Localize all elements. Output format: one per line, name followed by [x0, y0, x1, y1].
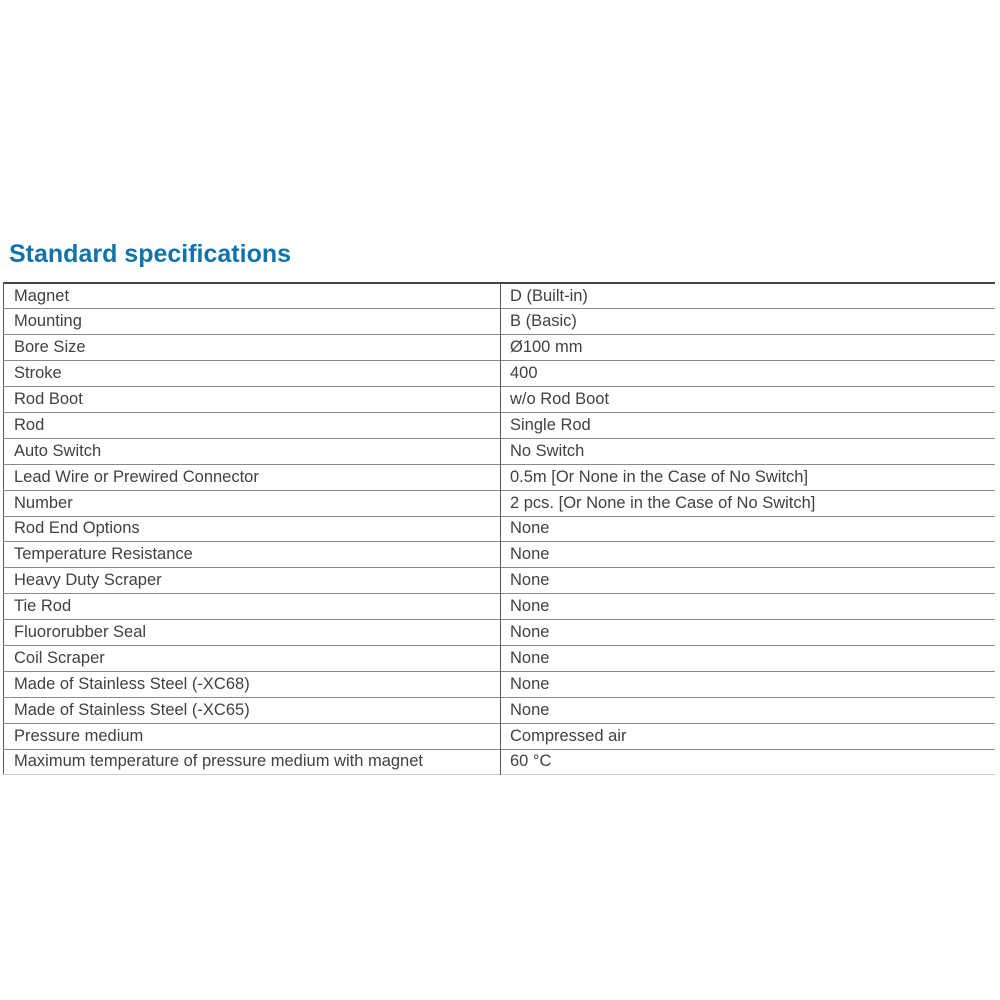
spec-label: Lead Wire or Prewired Connector: [4, 464, 501, 490]
spec-label: Stroke: [4, 361, 501, 387]
table-row: [4, 749, 996, 775]
spec-value: w/o Rod Boot: [501, 387, 996, 413]
table-row: [4, 697, 996, 723]
spec-label: Coil Scraper: [4, 645, 501, 671]
spec-label: Rod End Options: [4, 516, 501, 542]
spec-value: Single Rod: [501, 412, 996, 438]
spec-label: Maximum temperature of pressure medium with magnet: [4, 749, 501, 775]
spec-label: Magnet: [4, 283, 501, 309]
spec-value: No Switch: [501, 438, 996, 464]
spec-label: Fluororubber Seal: [4, 620, 501, 646]
spec-table-body: [4, 283, 996, 775]
table-row: [4, 516, 996, 542]
table-row: [4, 438, 996, 464]
spec-value: 400: [501, 361, 996, 387]
table-row: [4, 361, 996, 387]
table-row: [4, 283, 996, 309]
spec-table: [3, 282, 995, 775]
spec-label: Bore Size: [4, 335, 501, 361]
spec-label: Made of Stainless Steel (-XC68): [4, 671, 501, 697]
table-row: [4, 594, 996, 620]
spec-value: 0.5m [Or None in the Case of No Switch]: [501, 464, 996, 490]
spec-value: None: [501, 645, 996, 671]
table-row: [4, 464, 996, 490]
spec-label: Heavy Duty Scraper: [4, 568, 501, 594]
table-row: [4, 309, 996, 335]
spec-label: Mounting: [4, 309, 501, 335]
table-row: [4, 723, 996, 749]
spec-value: None: [501, 542, 996, 568]
spec-value: None: [501, 516, 996, 542]
spec-value: None: [501, 568, 996, 594]
spec-value: B (Basic): [501, 309, 996, 335]
spec-value: None: [501, 594, 996, 620]
spec-label: Auto Switch: [4, 438, 501, 464]
spec-label: Temperature Resistance: [4, 542, 501, 568]
spec-label: Rod: [4, 412, 501, 438]
table-row: [4, 335, 996, 361]
spec-label: Tie Rod: [4, 594, 501, 620]
table-row: [4, 620, 996, 646]
table-row: [4, 671, 996, 697]
spec-value: None: [501, 671, 996, 697]
section-title: Standard specifications: [9, 240, 292, 268]
spec-value: None: [501, 620, 996, 646]
table-row: [4, 490, 996, 516]
table-row: [4, 412, 996, 438]
table-row: [4, 387, 996, 413]
table-row: [4, 568, 996, 594]
spec-value: 2 pcs. [Or None in the Case of No Switch]: [501, 490, 996, 516]
table-row: [4, 645, 996, 671]
spec-label: Rod Boot: [4, 387, 501, 413]
spec-label: Made of Stainless Steel (-XC65): [4, 697, 501, 723]
spec-value: Compressed air: [501, 723, 996, 749]
spec-label: Pressure medium: [4, 723, 501, 749]
table-row: [4, 542, 996, 568]
spec-value: None: [501, 697, 996, 723]
spec-value: D (Built-in): [501, 283, 996, 309]
spec-value: 60 °C: [501, 749, 996, 775]
spec-value: Ø100 mm: [501, 335, 996, 361]
spec-label: Number: [4, 490, 501, 516]
